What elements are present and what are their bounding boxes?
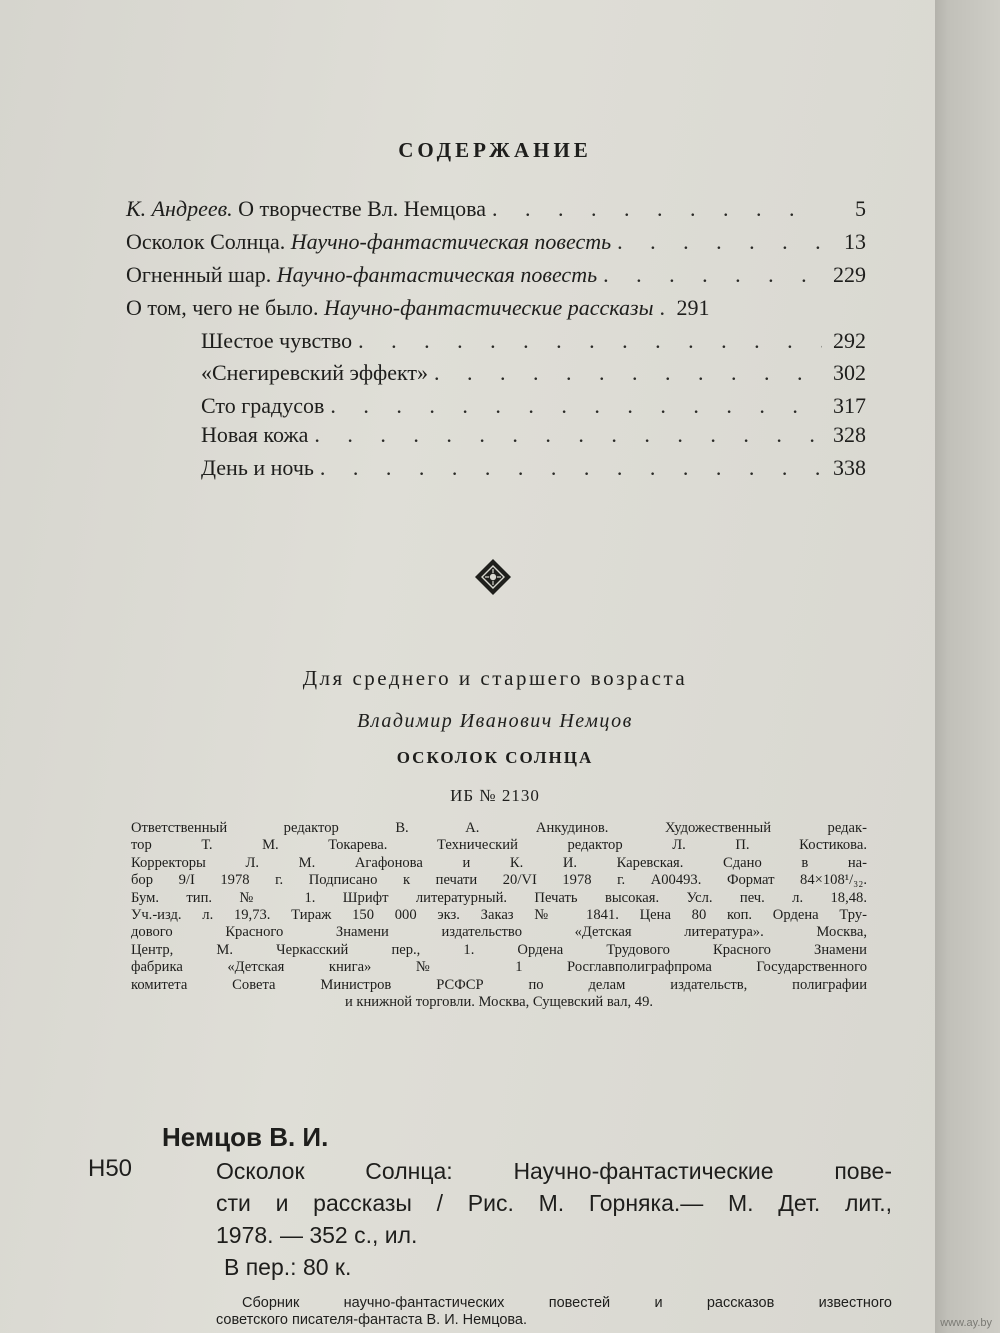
toc-page-number: 292 bbox=[833, 328, 866, 353]
toc-leader-dots bbox=[603, 262, 822, 288]
toc-page-number: 13 bbox=[844, 229, 866, 254]
toc-story-title: День и ночь bbox=[201, 455, 314, 480]
toc-story bbox=[201, 393, 866, 423]
toc-story bbox=[201, 422, 866, 452]
imprint-line: тор Т. М. Токарева. Технический редактор Л. П. Костикова. bbox=[131, 837, 867, 854]
toc-entry-label bbox=[126, 262, 597, 288]
toc-title: СОДЕРЖАНИЕ bbox=[398, 138, 592, 162]
toc-page-number: 317 bbox=[833, 393, 866, 418]
toc-leader-dots bbox=[617, 229, 822, 255]
audience-note: Для среднего и старшего возраста bbox=[302, 666, 688, 690]
toc-entry-text: Научно-фантастическая повесть bbox=[271, 262, 598, 287]
toc-story bbox=[201, 360, 866, 390]
toc-leader-dots bbox=[660, 295, 666, 321]
toc-entry-text: О творчестве Вл. Немцова bbox=[232, 196, 487, 221]
toc-leader-dots bbox=[320, 455, 822, 481]
toc-story-title: Новая кожа bbox=[201, 422, 309, 447]
toc-story-title: «Снегиревский эффект» bbox=[201, 360, 429, 385]
toc-entry bbox=[126, 295, 866, 325]
annotation-line: советского писателя-фантаста В. И. Немцова. bbox=[216, 1312, 528, 1328]
imprint-line: Ответственный редактор В. А. Анкудинов. Художественный редак- bbox=[131, 820, 867, 836]
imprint-block bbox=[131, 820, 867, 1011]
book-title: ОСКОЛОК СОЛНЦА bbox=[396, 748, 594, 767]
toc-leader-dots bbox=[434, 360, 822, 386]
catalog-line: сти и рассказы / Рис. М. Горняка.— М. Дет. лит., bbox=[216, 1190, 892, 1216]
catalog-line: В пер.: 80 к. bbox=[224, 1254, 352, 1280]
toc-story-title: Сто градусов bbox=[201, 393, 325, 418]
imprint-line: Центр, М. Черкасский пер., 1. Ордена Трудового Красного Знамени bbox=[131, 941, 867, 958]
toc-page-number: 338 bbox=[833, 455, 866, 480]
catalog-line: Осколок Солнца: Научно-фантастические пове- bbox=[216, 1158, 892, 1184]
catalog-line: 1978. — 352 с., ил. bbox=[216, 1222, 418, 1248]
toc-entry bbox=[126, 262, 866, 292]
toc-story bbox=[201, 455, 866, 485]
site-watermark: www.ay.by bbox=[940, 1317, 992, 1329]
toc-page-number: 5 bbox=[855, 196, 866, 221]
imprint-line: Корректоры Л. М. Агафонова и К. И. Каревская. Сдано в на- bbox=[131, 854, 867, 871]
toc-entry-lead: Осколок Солнца. bbox=[126, 229, 286, 254]
toc-entry-lead: К. Андреев. bbox=[126, 196, 233, 221]
toc-entry-label bbox=[126, 196, 486, 222]
toc-entry-text: Научно-фантастические рассказы bbox=[318, 295, 654, 320]
imprint-line: Бум. тип. № 1. Шрифт литературный. Печать высокая. Усл. печ. л. 18,48. bbox=[131, 889, 867, 906]
catalog-annotation bbox=[216, 1295, 892, 1329]
toc-entry-text: Научно-фантастическая повесть bbox=[285, 229, 612, 254]
diamond-ornament-icon bbox=[473, 557, 513, 597]
toc-entry-lead: О том, чего не было. bbox=[126, 295, 319, 320]
ib-number: ИБ № 2130 bbox=[450, 786, 540, 805]
catalog-description bbox=[216, 1155, 892, 1283]
annotation-line: Сборник научно-фантастических повестей и рассказов известного bbox=[242, 1295, 892, 1311]
toc-leader-dots bbox=[492, 196, 822, 222]
imprint-line: бор 9/I 1978 г. Подписано к печати 20/VI 1978 г. А00493. Формат 84×108¹/₃₂. bbox=[131, 872, 867, 889]
imprint-line: фабрика «Детская книга» № 1 Росглавполиграфпрома Государственного bbox=[131, 959, 867, 976]
imprint-line: Уч.-изд. л. 19,73. Тираж 150 000 экз. Заказ № 1841. Цена 80 коп. Ордена Тру- bbox=[131, 907, 867, 924]
toc-entry-label bbox=[126, 295, 654, 321]
toc-leader-dots bbox=[330, 393, 822, 419]
toc-entry-label bbox=[126, 229, 611, 255]
toc-entry bbox=[126, 196, 866, 226]
toc-page-number: 291 bbox=[676, 295, 710, 320]
toc-leader-dots bbox=[358, 328, 822, 354]
author-full-name: Владимир Иванович Немцов bbox=[357, 710, 633, 732]
toc-entry bbox=[126, 229, 866, 259]
catalog-code: Н50 bbox=[88, 1155, 133, 1182]
toc-story bbox=[201, 328, 866, 358]
imprint-line: дового Красного Знамени издательство «Детская литература». Москва, bbox=[131, 924, 867, 941]
toc-page-number: 328 bbox=[833, 422, 866, 447]
catalog-author: Немцов В. И. bbox=[162, 1122, 329, 1152]
imprint-line: комитета Совета Министров РСФСР по делам издательств, полиграфии bbox=[131, 976, 867, 993]
toc-page-number: 302 bbox=[833, 360, 866, 385]
toc-story-title: Шестое чувство bbox=[201, 328, 353, 353]
imprint-line: и книжной торговли. Москва, Сущевский вал, 49. bbox=[344, 994, 654, 1011]
toc-entry-lead: Огненный шар. bbox=[126, 262, 272, 287]
toc-leader-dots bbox=[314, 422, 822, 448]
toc-page-number: 229 bbox=[833, 262, 866, 287]
